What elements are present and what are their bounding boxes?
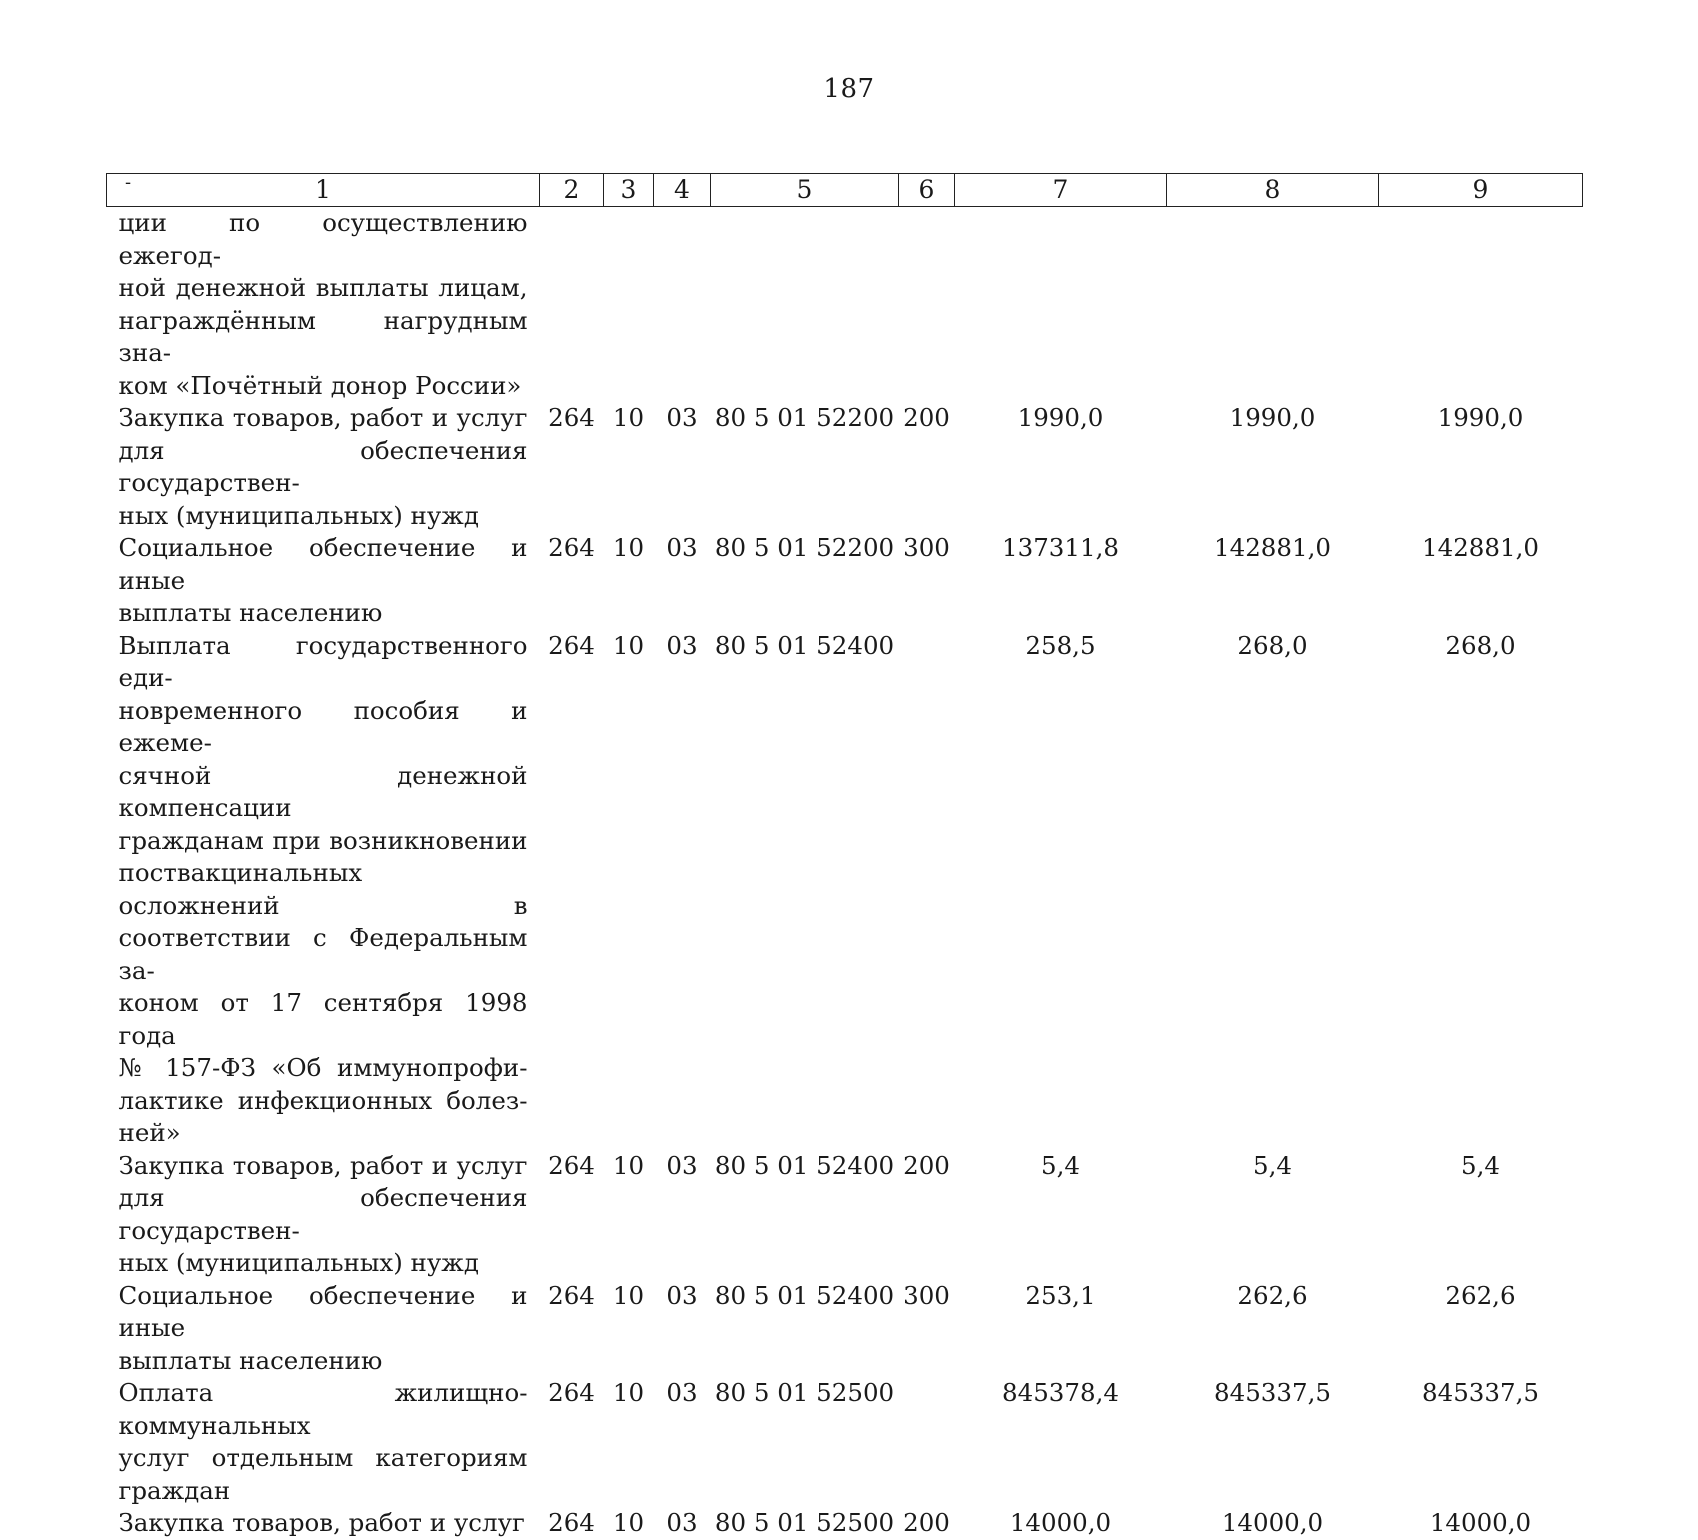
column-header-6: 6 (899, 174, 955, 207)
amount-year-3-cell (1379, 207, 1583, 403)
description-line: граждан (118, 1475, 231, 1505)
description-line: услуг отдельным категориям (118, 1443, 528, 1472)
subsection-cell: 03 (666, 533, 698, 562)
expense-type-cell (899, 630, 955, 1150)
column-header-9: 9 (1379, 174, 1583, 207)
table-row (107, 207, 1583, 403)
table-row (107, 630, 1583, 1150)
row-description (107, 402, 540, 532)
section-cell: 10 (612, 403, 645, 432)
description-line: коном от 17 сентября 1998 года (118, 988, 528, 1050)
section-cell: 10 (612, 630, 645, 660)
amount-year-2-cell: 845337,5 (1214, 1378, 1331, 1407)
expense-type-cell: 300 (903, 533, 950, 562)
ministry-code-cell: 264 (548, 1378, 595, 1407)
column-header-4: 4 (654, 174, 711, 207)
row-description (107, 1377, 540, 1507)
section-cell: 10 (612, 1280, 645, 1310)
section-cell: 10 (612, 533, 645, 562)
table-body (107, 207, 1583, 1540)
description-line: Выплата государственного еди- (118, 630, 528, 692)
amount-year-1-cell: 845378,4 (1002, 1378, 1119, 1407)
expense-type-cell: 200 (903, 403, 950, 432)
subsection-cell: 03 (666, 630, 698, 660)
description-line: гражданам при возникновении (118, 825, 528, 855)
column-header-1 (107, 174, 540, 207)
ministry-code-cell: 264 (548, 533, 595, 562)
row-description (107, 207, 540, 403)
amount-year-2-cell: 268,0 (1237, 630, 1308, 660)
description-line: Социальное обеспечение и иные (118, 1280, 528, 1342)
ministry-code-cell: 264 (548, 1508, 595, 1537)
amount-year-3-cell: 268,0 (1445, 630, 1516, 660)
target-article-cell: 80 5 01 52400 (714, 1150, 895, 1180)
row-description (107, 1507, 540, 1540)
description-line: выплаты населению (118, 598, 383, 627)
amount-year-3-cell: 142881,0 (1422, 533, 1539, 562)
description-line: награждённым нагрудным зна- (118, 305, 528, 367)
row-description (107, 532, 540, 630)
description-line: Закупка товаров, работ и услуг (118, 1508, 525, 1537)
table-row (107, 1150, 1583, 1280)
table-row (107, 1507, 1583, 1540)
amount-year-2-cell: 1990,0 (1229, 403, 1316, 432)
budget-table (106, 173, 1583, 1540)
ministry-code-cell (540, 207, 604, 403)
subsection-cell: 03 (666, 1150, 698, 1180)
description-line: новременного пособия и ежеме- (118, 695, 528, 757)
expense-type-cell: 300 (903, 1280, 950, 1310)
target-article-cell (711, 207, 899, 403)
section-cell: 10 (612, 1150, 645, 1180)
amount-year-3-cell: 845337,5 (1422, 1378, 1539, 1407)
amount-year-1-cell: 1990,0 (1017, 403, 1104, 432)
description-line: лактике инфекционных болез- (118, 1085, 528, 1115)
section-cell: 10 (612, 1378, 645, 1407)
expense-type-cell (899, 1377, 955, 1507)
table-row (107, 1377, 1583, 1507)
target-article-cell: 80 5 01 52200 (714, 403, 895, 432)
description-line: сячной денежной компенсации (118, 760, 528, 822)
subsection-cell: 03 (666, 1378, 698, 1407)
description-line: Закупка товаров, работ и услуг (118, 1150, 528, 1180)
amount-year-2-cell: 262,6 (1237, 1280, 1308, 1310)
column-header-2: 2 (540, 174, 604, 207)
amount-year-1-cell (955, 207, 1167, 403)
target-article-cell: 80 5 01 52400 (714, 1280, 895, 1310)
amount-year-3-cell: 1990,0 (1437, 403, 1524, 432)
budget-table-sheet (106, 173, 1582, 1540)
ministry-code-cell: 264 (548, 630, 595, 660)
subsection-cell: 03 (666, 1280, 698, 1310)
expense-type-cell: 200 (903, 1508, 950, 1537)
column-header-8: 8 (1167, 174, 1379, 207)
description-line: ней» (118, 1118, 181, 1147)
target-article-cell: 80 5 01 52200 (714, 533, 895, 562)
description-line: Закупка товаров, работ и услуг (118, 403, 528, 432)
table-row (107, 1280, 1583, 1378)
target-article-cell: 80 5 01 52500 (714, 1378, 895, 1407)
table-row (107, 402, 1583, 532)
description-line: поствакцинальных осложнений в (118, 858, 528, 920)
expense-type-cell (899, 207, 955, 403)
description-line: для обеспечения государствен- (118, 435, 528, 497)
subsection-cell: 03 (666, 403, 698, 432)
description-line: выплаты населению (118, 1345, 383, 1375)
expense-type-cell: 200 (903, 1150, 950, 1180)
amount-year-2-cell: 14000,0 (1221, 1508, 1324, 1537)
description-line: ных (муниципальных) нужд (118, 1248, 479, 1277)
description-line: ных (муниципальных) нужд (118, 500, 479, 530)
amount-year-1-cell: 253,1 (1025, 1280, 1096, 1310)
amount-year-2-cell: 5,4 (1253, 1150, 1292, 1180)
description-line: ной денежной выплаты лицам, (118, 273, 528, 302)
subsection-cell (654, 207, 711, 403)
column-header-3: 3 (604, 174, 654, 207)
amount-year-3-cell: 5,4 (1461, 1150, 1500, 1180)
description-line: Оплата жилищно-коммунальных (118, 1378, 528, 1440)
description-line: для обеспечения государствен- (118, 1183, 528, 1245)
ministry-code-cell: 264 (548, 403, 595, 432)
description-line: соответствии с Федеральным за- (118, 923, 528, 985)
section-cell (604, 207, 654, 403)
row-description (107, 1280, 540, 1378)
column-header-5: 5 (711, 174, 899, 207)
amount-year-3-cell: 262,6 (1445, 1280, 1516, 1310)
amount-year-2-cell: 142881,0 (1214, 533, 1331, 562)
amount-year-1-cell: 258,5 (1025, 630, 1096, 660)
column-header-label: 1 (315, 175, 331, 204)
target-article-cell: 80 5 01 52400 (714, 630, 895, 660)
description-line: ции по осуществлению ежегод- (118, 208, 528, 270)
subsection-cell: 03 (666, 1508, 698, 1537)
description-line: № 157-ФЗ «Об иммунопрофи- (118, 1053, 528, 1082)
ministry-code-cell: 264 (548, 1150, 595, 1180)
amount-year-3-cell: 14000,0 (1429, 1508, 1532, 1537)
table-row (107, 532, 1583, 630)
amount-year-1-cell: 14000,0 (1009, 1508, 1112, 1537)
description-line: ком «Почётный донор России» (118, 370, 522, 400)
row-description (107, 1150, 540, 1280)
table-header (107, 174, 1583, 207)
column-header-7: 7 (955, 174, 1167, 207)
amount-year-2-cell (1167, 207, 1379, 403)
row-description (107, 630, 540, 1150)
target-article-cell: 80 5 01 52500 (714, 1508, 895, 1537)
section-cell: 10 (612, 1508, 645, 1537)
header-tick-mark: - (125, 172, 132, 193)
amount-year-1-cell: 5,4 (1041, 1150, 1080, 1180)
ministry-code-cell: 264 (548, 1280, 595, 1310)
page-number: 187 (823, 74, 875, 104)
description-line: Социальное обеспечение и иные (118, 533, 528, 595)
amount-year-1-cell: 137311,8 (1002, 533, 1119, 562)
